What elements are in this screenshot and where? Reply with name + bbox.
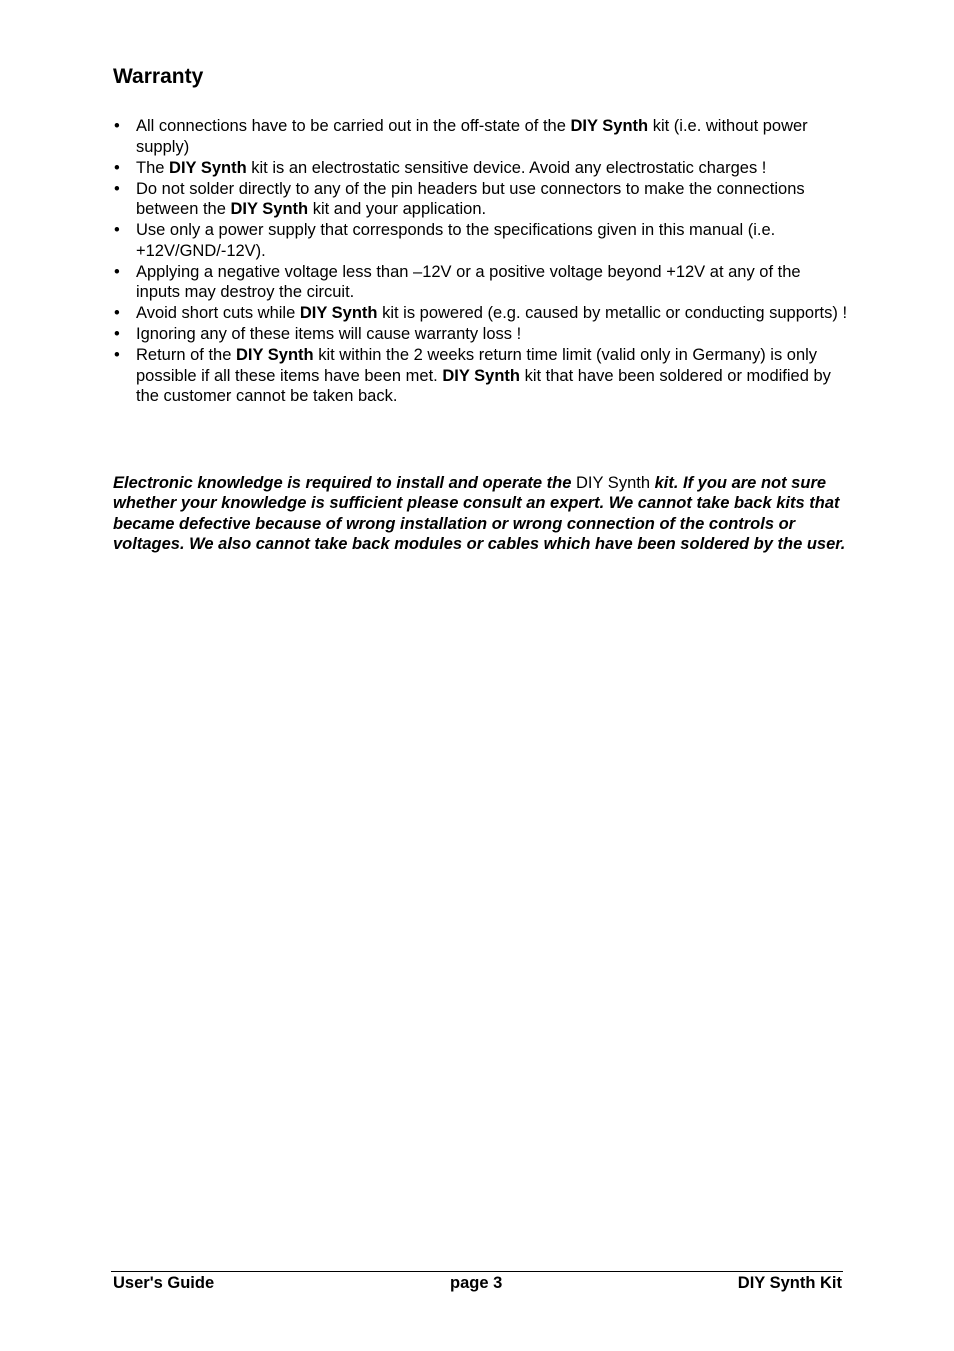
footer-product-name: DIY Synth Kit xyxy=(737,1274,842,1292)
warranty-list xyxy=(113,116,848,407)
item-text: Avoid short cuts while xyxy=(136,304,300,322)
item-text: kit (i.e. without power supply) xyxy=(136,117,808,156)
bullet-icon: • xyxy=(114,346,120,364)
item-text: kit is powered (e.g. caused by metallic or conducting supports) ! xyxy=(377,304,848,322)
item-text: Applying a negative voltage less than –12V or a positive voltage beyond +12V at any of the inputs may destroy the circuit. xyxy=(136,262,801,301)
bullet-icon: • xyxy=(114,158,120,177)
list-item xyxy=(113,220,848,261)
bullet-icon: • xyxy=(114,117,120,135)
bullet-icon: • xyxy=(114,325,120,343)
list-item xyxy=(113,158,848,179)
bullet-icon: • xyxy=(114,304,120,322)
footer-doc-title: User's Guide xyxy=(113,1274,215,1292)
item-text: kit is an electrostatic sensitive device. Avoid any electrostatic charges ! xyxy=(246,158,767,177)
product-name: DIY Synth xyxy=(442,366,520,385)
product-name: DIY Synth xyxy=(169,158,247,177)
item-text: All connections have to be carried out in the off-state of the xyxy=(136,117,571,135)
warning-notice xyxy=(113,473,848,554)
item-text: kit within the 2 weeks return time limit (valid only in Germany) is only possible if all these items have been met. xyxy=(136,346,818,385)
page-title: Warranty xyxy=(113,65,204,88)
list-item xyxy=(113,179,848,220)
item-text: Use only a power supply that corresponds to the specifications given in this manual (i.e. +12V/GND/-12V). xyxy=(136,221,776,260)
item-text: Do not solder directly to any of the pin headers but use connectors to make the connections between the xyxy=(136,179,805,218)
item-text: Ignoring any of these items will cause warranty loss ! xyxy=(136,325,522,343)
item-text: Return of the xyxy=(136,346,236,364)
bullet-icon: • xyxy=(114,262,120,281)
notice-text: kit. If you are not sure whether your knowledge is sufficient please consult an expert. We cannot take back kits that became defective because of wrong installation or wrong connection of the controls or voltages. We also cannot take back modules or cables which have been soldered by the user. xyxy=(113,474,846,553)
list-item xyxy=(113,303,848,324)
list-item xyxy=(113,345,848,407)
list-item xyxy=(113,116,848,157)
product-name: DIY Synth xyxy=(235,346,314,364)
notice-text: Electronic knowledge is required to install and operate the xyxy=(113,474,577,492)
bullet-icon: • xyxy=(114,179,120,198)
product-name: DIY Synth xyxy=(230,200,309,218)
product-name: DIY Synth xyxy=(299,304,378,322)
list-item xyxy=(113,324,848,345)
footer-page-number: page 3 xyxy=(450,1274,503,1292)
item-text: kit and your application. xyxy=(308,200,487,218)
item-text: kit that have been soldered or modified by the customer cannot be taken back. xyxy=(136,366,831,405)
bullet-icon: • xyxy=(114,221,120,239)
list-item xyxy=(113,262,848,303)
notice-product-name: DIY Synth xyxy=(576,474,650,492)
product-name: DIY Synth xyxy=(570,117,649,135)
footer-divider xyxy=(111,1271,843,1272)
item-text: The xyxy=(136,158,170,177)
